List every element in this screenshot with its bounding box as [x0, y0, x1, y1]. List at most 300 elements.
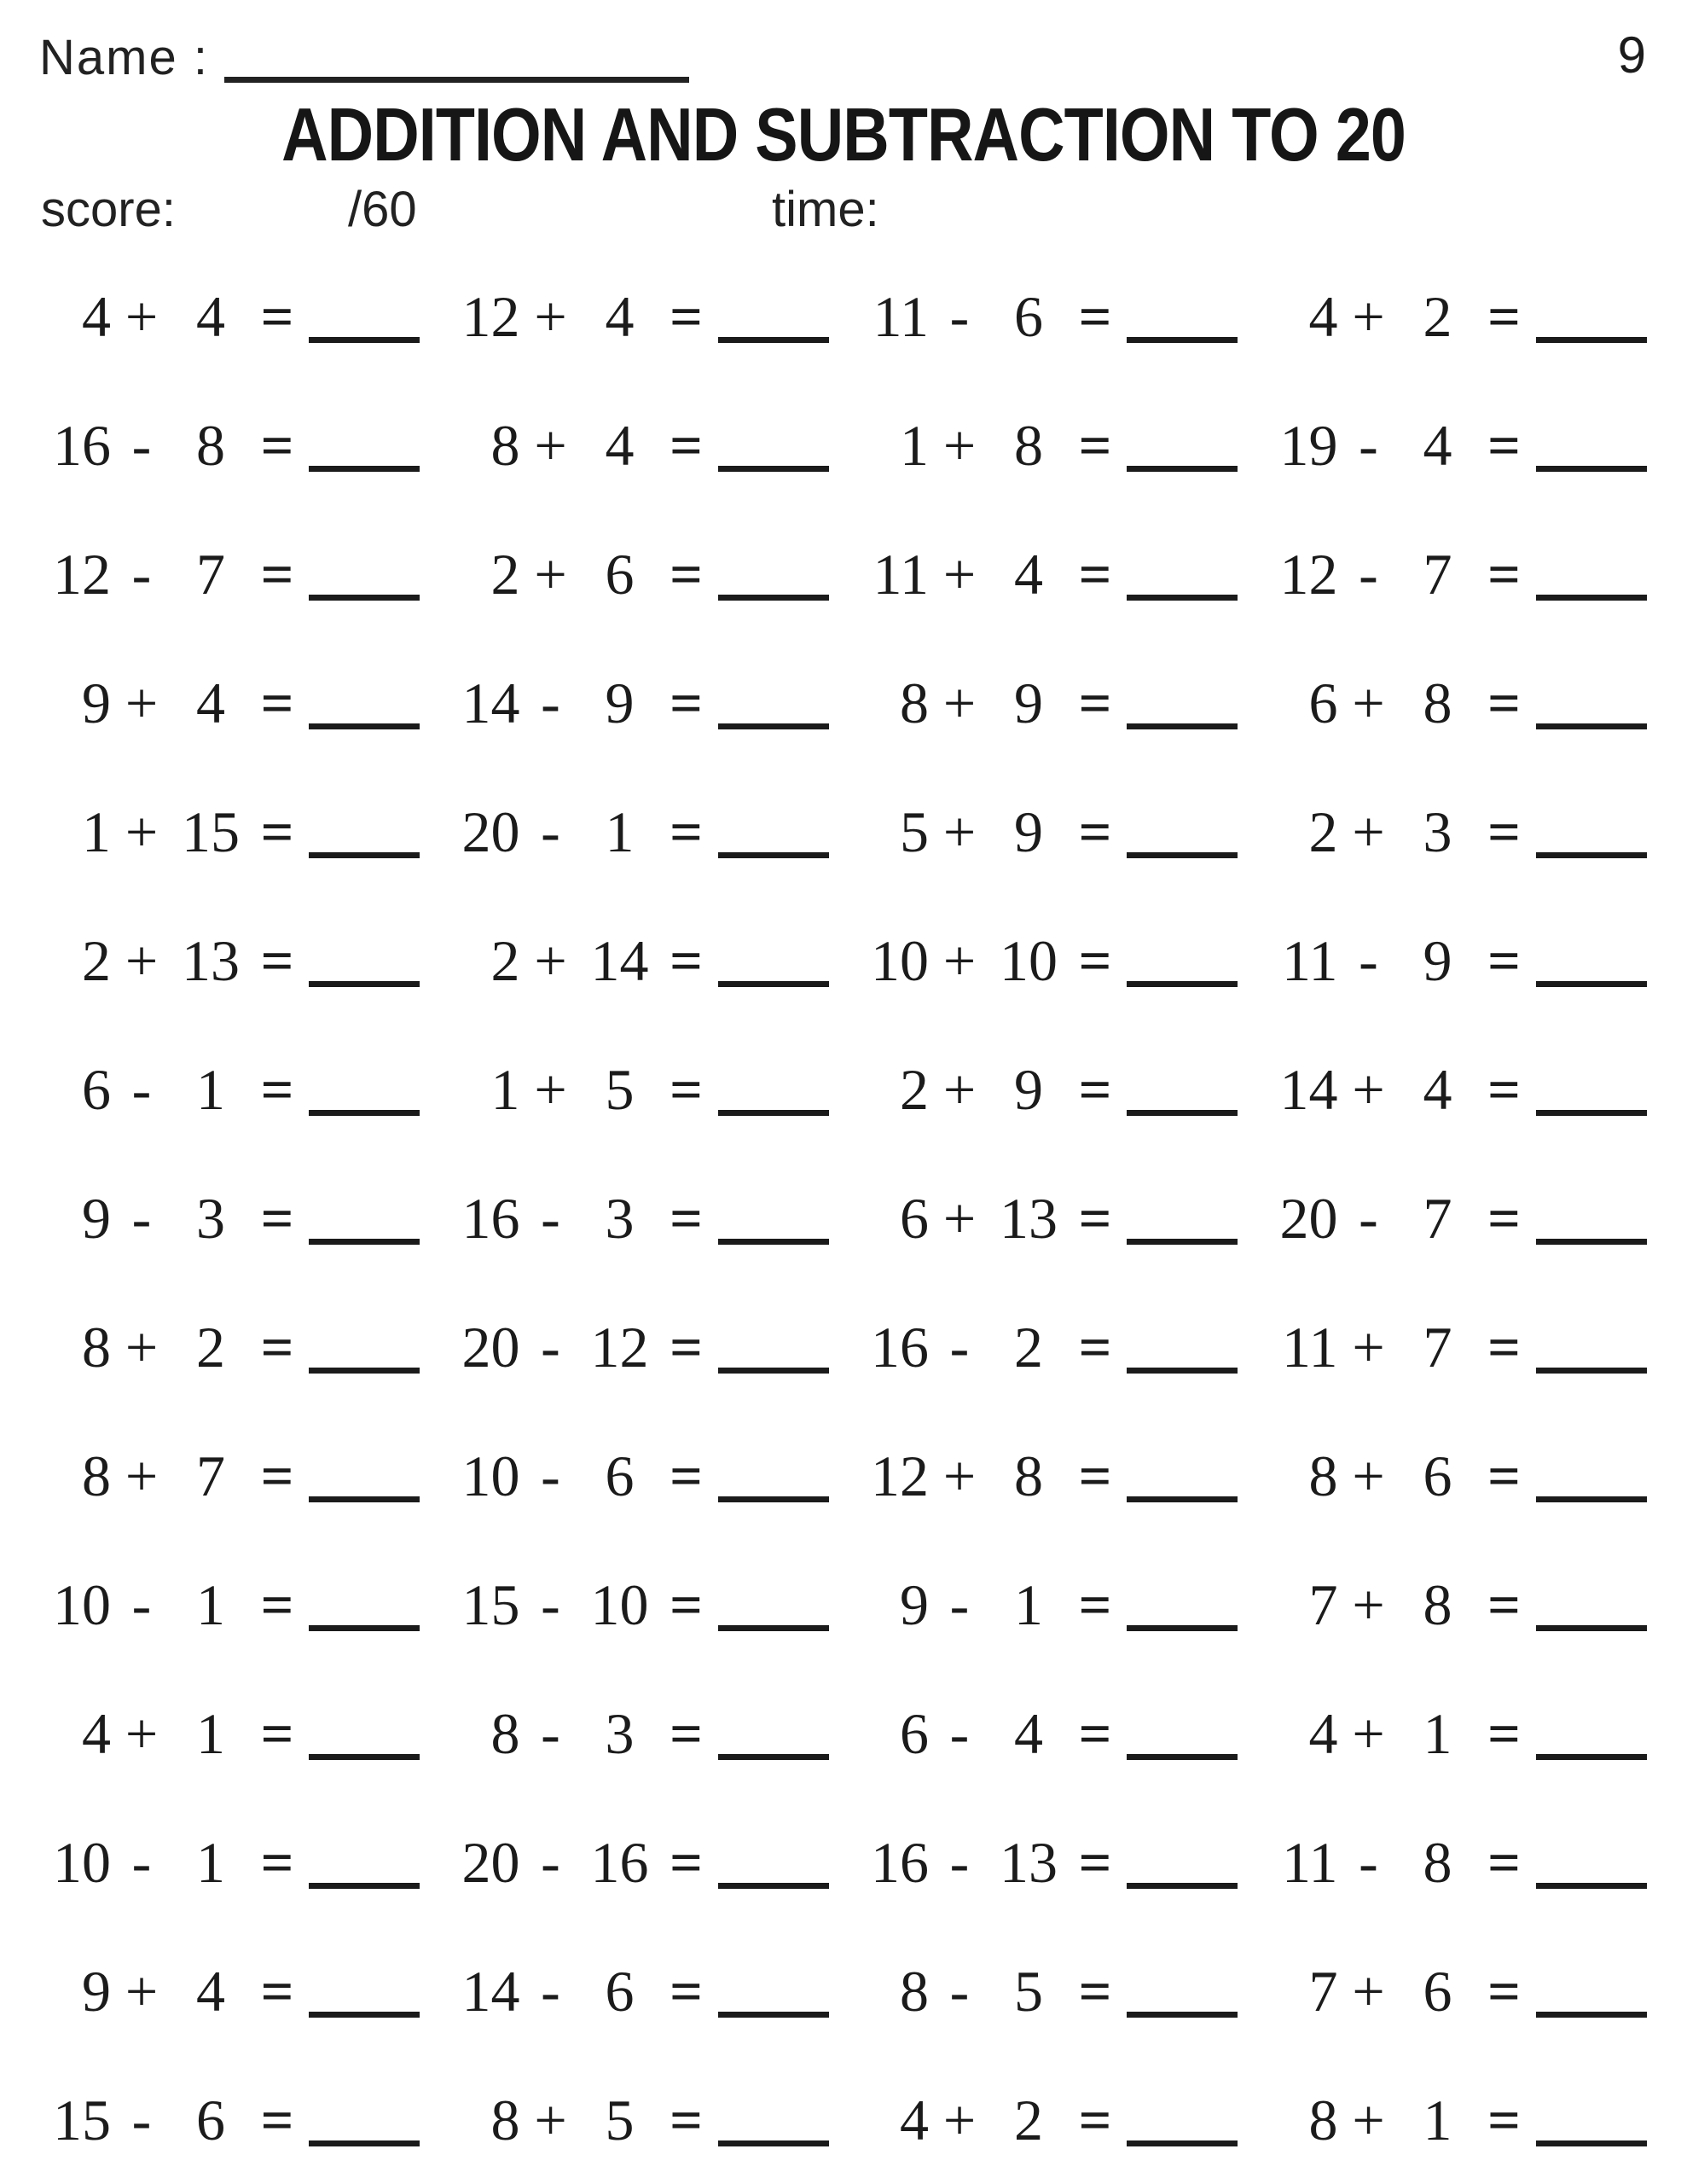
operand-1: 9	[900, 1572, 929, 1637]
answer-blank[interactable]	[718, 1495, 829, 1502]
operand-2: 4	[605, 413, 635, 478]
answer-blank[interactable]	[718, 335, 829, 343]
answer-blank[interactable]	[1127, 1108, 1238, 1116]
operator: +	[1352, 1959, 1385, 2024]
operand-1: 10	[871, 928, 929, 993]
answer-blank[interactable]	[1536, 1108, 1647, 1116]
problem	[1253, 1117, 1662, 1251]
problem	[1253, 473, 1662, 607]
equals-sign: =	[1487, 928, 1521, 993]
equals-sign: =	[670, 284, 703, 349]
problem	[844, 1117, 1253, 1251]
problem	[26, 1374, 435, 1508]
operand-1: 19	[1279, 413, 1338, 478]
operand-2: 8	[1423, 1572, 1452, 1637]
equals-sign: =	[1078, 1959, 1112, 2024]
operand-1: 6	[1308, 671, 1338, 735]
equals-sign: =	[1487, 1572, 1521, 1637]
operand-1: 5	[900, 799, 929, 864]
answer-blank[interactable]	[718, 2010, 829, 2018]
operand-2: 1	[1014, 1572, 1043, 1637]
operand-1: 10	[53, 1572, 111, 1637]
problem	[435, 1632, 844, 1766]
score-label: score:	[41, 182, 176, 237]
operand-1: 6	[82, 1057, 111, 1122]
operand-2: 3	[605, 1186, 635, 1251]
operator: -	[1359, 542, 1378, 607]
problem	[844, 1374, 1253, 1508]
answer-blank[interactable]	[718, 1623, 829, 1631]
operator: -	[541, 799, 560, 864]
problem	[26, 344, 435, 478]
operator: -	[949, 1315, 970, 1380]
operand-2: 4	[196, 671, 225, 735]
operand-1: 9	[82, 671, 111, 735]
operand-2: 6	[196, 2088, 225, 2152]
operand-1: 2	[82, 928, 111, 993]
operator: +	[1352, 2088, 1385, 2152]
answer-blank[interactable]	[1536, 851, 1647, 858]
equals-sign: =	[1078, 413, 1112, 478]
problem	[844, 1503, 1253, 1637]
problem	[435, 988, 844, 1122]
equals-sign: =	[1078, 1572, 1112, 1637]
answer-blank[interactable]	[309, 2139, 420, 2146]
operand-2: 9	[1423, 928, 1452, 993]
operand-1: 15	[53, 2088, 111, 2152]
operand-1: 14	[461, 671, 520, 735]
operator: -	[541, 1186, 560, 1251]
operand-2: 4	[605, 284, 635, 349]
equals-sign: =	[1487, 542, 1521, 607]
answer-blank[interactable]	[1127, 464, 1238, 472]
operator: -	[541, 671, 560, 735]
operand-2: 15	[182, 799, 240, 864]
answer-blank[interactable]	[309, 1366, 420, 1374]
answer-blank[interactable]	[309, 1752, 420, 1760]
answer-blank[interactable]	[309, 2010, 420, 2018]
answer-blank[interactable]	[309, 1623, 420, 1631]
operator: +	[1352, 799, 1385, 864]
operand-1: 10	[461, 1443, 520, 1508]
operand-2: 8	[1014, 1443, 1043, 1508]
operand-2: 9	[1014, 671, 1043, 735]
equals-sign: =	[1487, 1443, 1521, 1508]
operand-2: 1	[1423, 1701, 1452, 1766]
equals-sign: =	[1487, 1701, 1521, 1766]
operator: -	[949, 1830, 970, 1895]
answer-blank[interactable]	[1536, 722, 1647, 729]
answer-blank[interactable]	[1127, 851, 1238, 858]
problem	[26, 1761, 435, 1895]
answer-blank[interactable]	[309, 335, 420, 343]
problem	[26, 1632, 435, 1766]
operand-2: 1	[196, 1830, 225, 1895]
equals-sign: =	[260, 1443, 294, 1508]
problem	[26, 988, 435, 1122]
equals-sign: =	[670, 1830, 703, 1895]
equals-sign: =	[1487, 284, 1521, 349]
answer-blank[interactable]	[1536, 1623, 1647, 1631]
equals-sign: =	[260, 1701, 294, 1766]
operand-2: 5	[605, 2088, 635, 2152]
answer-blank[interactable]	[1127, 1495, 1238, 1502]
operator: +	[534, 542, 567, 607]
operand-1: 8	[490, 1701, 520, 1766]
answer-blank[interactable]	[1536, 593, 1647, 601]
answer-blank[interactable]	[718, 1752, 829, 1760]
operator: +	[942, 413, 977, 478]
operand-2: 1	[605, 799, 635, 864]
operator: -	[541, 1830, 560, 1895]
answer-blank[interactable]	[309, 1881, 420, 1889]
operand-2: 4	[196, 284, 225, 349]
operator: -	[949, 1959, 970, 2024]
operator: -	[541, 1315, 560, 1380]
score-total: /60	[348, 182, 417, 237]
answer-blank[interactable]	[1127, 1366, 1238, 1374]
problem	[844, 601, 1253, 735]
problem	[844, 2018, 1253, 2152]
equals-sign: =	[670, 1315, 703, 1380]
operator: +	[942, 1443, 977, 1508]
operand-1: 20	[461, 1830, 520, 1895]
operator: -	[1359, 1830, 1378, 1895]
operand-1: 7	[1308, 1959, 1338, 2024]
operand-1: 8	[490, 2088, 520, 2152]
problem	[844, 1632, 1253, 1766]
answer-blank[interactable]	[309, 1237, 420, 1245]
equals-sign: =	[1078, 1830, 1112, 1895]
equals-sign: =	[1487, 1830, 1521, 1895]
answer-blank[interactable]	[1127, 722, 1238, 729]
answer-blank[interactable]	[1127, 593, 1238, 601]
answer-blank[interactable]	[1127, 1752, 1238, 1760]
answer-blank[interactable]	[1536, 2010, 1647, 2018]
operator: +	[125, 1315, 159, 1380]
operand-1: 11	[1282, 1315, 1338, 1380]
problem	[1253, 859, 1662, 993]
equals-sign: =	[670, 2088, 703, 2152]
operator: +	[125, 928, 159, 993]
problem	[435, 1374, 844, 1508]
equals-sign: =	[1078, 1701, 1112, 1766]
answer-blank[interactable]	[309, 722, 420, 729]
operand-1: 8	[1308, 2088, 1338, 2152]
operator: +	[942, 928, 977, 993]
operator: +	[125, 671, 159, 735]
operand-2: 10	[590, 1572, 649, 1637]
operand-1: 11	[872, 284, 929, 349]
operand-2: 8	[1014, 413, 1043, 478]
operand-2: 16	[590, 1830, 649, 1895]
equals-sign: =	[260, 1830, 294, 1895]
problem	[435, 1761, 844, 1895]
answer-blank[interactable]	[1127, 335, 1238, 343]
answer-blank[interactable]	[1127, 979, 1238, 987]
operator: +	[1352, 1701, 1385, 1766]
problem	[1253, 2018, 1662, 2152]
operand-1: 6	[900, 1701, 929, 1766]
operand-2: 9	[1014, 799, 1043, 864]
equals-sign: =	[1078, 1443, 1112, 1508]
answer-blank[interactable]	[309, 979, 420, 987]
problem	[1253, 1890, 1662, 2024]
problem	[844, 344, 1253, 478]
problem	[435, 344, 844, 478]
operator: -	[131, 2088, 152, 2152]
operand-2: 5	[1014, 1959, 1043, 2024]
equals-sign: =	[1487, 799, 1521, 864]
operator: -	[541, 1443, 560, 1508]
answer-blank[interactable]	[718, 979, 829, 987]
answer-blank[interactable]	[718, 2139, 829, 2146]
answer-blank[interactable]	[309, 1108, 420, 1116]
operand-1: 10	[53, 1830, 111, 1895]
answer-blank[interactable]	[718, 1881, 829, 1889]
answer-blank[interactable]	[309, 851, 420, 858]
equals-sign: =	[260, 1315, 294, 1380]
problem	[1253, 1503, 1662, 1637]
answer-blank[interactable]	[718, 464, 829, 472]
answer-blank[interactable]	[309, 593, 420, 601]
operand-2: 8	[196, 413, 225, 478]
operand-2: 14	[590, 928, 649, 993]
answer-blank[interactable]	[1127, 2010, 1238, 2018]
answer-blank[interactable]	[1536, 979, 1647, 987]
answer-blank[interactable]	[1536, 1752, 1647, 1760]
operand-2: 4	[1014, 1701, 1043, 1766]
problem	[26, 859, 435, 993]
answer-blank[interactable]	[718, 1366, 829, 1374]
problem	[1253, 1374, 1662, 1508]
problem	[26, 601, 435, 735]
problem	[435, 2018, 844, 2152]
page-title: ADDITION AND SUBTRACTION TO 20	[281, 93, 1406, 177]
operator: +	[942, 1057, 977, 1122]
operator: +	[534, 284, 567, 349]
problem	[844, 1246, 1253, 1380]
operator: -	[131, 1830, 152, 1895]
operand-2: 1	[196, 1572, 225, 1637]
equals-sign: =	[1078, 1186, 1112, 1251]
answer-blank[interactable]	[1127, 1237, 1238, 1245]
answer-blank[interactable]	[309, 1495, 420, 1502]
operand-2: 13	[1000, 1830, 1058, 1895]
problem	[435, 1503, 844, 1637]
operator: +	[1352, 1057, 1385, 1122]
operator: -	[1359, 1186, 1378, 1251]
equals-sign: =	[670, 1572, 703, 1637]
operand-2: 2	[1014, 2088, 1043, 2152]
operand-2: 2	[1423, 284, 1452, 349]
operand-1: 6	[900, 1186, 929, 1251]
operand-1: 8	[82, 1315, 111, 1380]
operand-1: 1	[82, 799, 111, 864]
operand-1: 2	[490, 928, 520, 993]
time-label: time:	[772, 182, 879, 237]
operator: +	[1352, 1443, 1385, 1508]
problems-grid	[26, 215, 1661, 2152]
problem	[435, 859, 844, 993]
operator: -	[541, 1701, 560, 1766]
name-input-line[interactable]	[224, 77, 689, 83]
operand-1: 20	[461, 799, 520, 864]
answer-blank[interactable]	[1536, 464, 1647, 472]
operand-1: 7	[1308, 1572, 1338, 1637]
operand-2: 4	[1423, 413, 1452, 478]
operand-2: 2	[196, 1315, 225, 1380]
operator: -	[541, 1959, 560, 2024]
operand-1: 16	[461, 1186, 520, 1251]
operand-2: 3	[605, 1701, 635, 1766]
operand-2: 4	[1014, 542, 1043, 607]
operand-1: 4	[1308, 284, 1338, 349]
problem	[1253, 988, 1662, 1122]
name-field-row	[39, 29, 689, 86]
operator: +	[1352, 284, 1385, 349]
answer-blank[interactable]	[1536, 1495, 1647, 1502]
equals-sign: =	[1487, 1959, 1521, 2024]
operand-1: 4	[900, 2088, 929, 2152]
problem	[844, 1761, 1253, 1895]
equals-sign: =	[1078, 671, 1112, 735]
operand-2: 7	[196, 542, 225, 607]
operand-1: 16	[53, 413, 111, 478]
equals-sign: =	[670, 928, 703, 993]
operand-2: 7	[1423, 1186, 1452, 1251]
operand-2: 4	[1423, 1057, 1452, 1122]
operator: -	[131, 1572, 152, 1637]
operator: -	[949, 284, 970, 349]
operand-2: 5	[605, 1057, 635, 1122]
answer-blank[interactable]	[1536, 1366, 1647, 1374]
operand-2: 6	[605, 1959, 635, 2024]
problem	[435, 1246, 844, 1380]
operator: +	[1352, 1572, 1385, 1637]
operand-2: 8	[1423, 671, 1452, 735]
problem	[844, 473, 1253, 607]
equals-sign: =	[1078, 928, 1112, 993]
operand-1: 9	[82, 1186, 111, 1251]
operand-2: 3	[196, 1186, 225, 1251]
operand-1: 16	[871, 1830, 929, 1895]
operand-2: 7	[1423, 1315, 1452, 1380]
problem	[26, 1117, 435, 1251]
operand-2: 6	[605, 542, 635, 607]
equals-sign: =	[1487, 413, 1521, 478]
problem	[26, 215, 435, 349]
answer-blank[interactable]	[1127, 2139, 1238, 2146]
problem	[26, 2018, 435, 2152]
operand-1: 9	[82, 1959, 111, 2024]
equals-sign: =	[670, 1959, 703, 2024]
operand-1: 14	[1279, 1057, 1338, 1122]
problem	[1253, 1632, 1662, 1766]
answer-blank[interactable]	[718, 1237, 829, 1245]
equals-sign: =	[260, 1057, 294, 1122]
equals-sign: =	[1078, 1315, 1112, 1380]
problem	[26, 1246, 435, 1380]
operand-1: 12	[461, 284, 520, 349]
answer-blank[interactable]	[1536, 335, 1647, 343]
operator: -	[1359, 413, 1378, 478]
operator: -	[131, 542, 152, 607]
operator: -	[949, 1572, 970, 1637]
operator: +	[125, 284, 159, 349]
operand-1: 8	[490, 413, 520, 478]
answer-blank[interactable]	[1127, 1623, 1238, 1631]
problem	[844, 215, 1253, 349]
operand-2: 3	[1423, 799, 1452, 864]
equals-sign: =	[670, 1057, 703, 1122]
problem	[435, 473, 844, 607]
answer-blank[interactable]	[1536, 1881, 1647, 1889]
equals-sign: =	[260, 284, 294, 349]
answer-blank[interactable]	[718, 593, 829, 601]
operator: -	[949, 1701, 970, 1766]
operand-2: 4	[196, 1959, 225, 2024]
problem	[26, 1503, 435, 1637]
operand-1: 8	[900, 1959, 929, 2024]
operand-1: 4	[82, 1701, 111, 1766]
operand-2: 6	[1014, 284, 1043, 349]
problem	[26, 473, 435, 607]
answer-blank[interactable]	[1127, 1881, 1238, 1889]
operand-1: 2	[1308, 799, 1338, 864]
operator: -	[131, 413, 152, 478]
operator: -	[1359, 928, 1378, 993]
operand-1: 20	[1279, 1186, 1338, 1251]
equals-sign: =	[260, 413, 294, 478]
operator: +	[942, 1186, 977, 1251]
operator: +	[1352, 1315, 1385, 1380]
operator: +	[534, 1057, 567, 1122]
operand-2: 7	[196, 1443, 225, 1508]
operand-2: 1	[196, 1701, 225, 1766]
answer-blank[interactable]	[718, 722, 829, 729]
operand-2: 9	[605, 671, 635, 735]
equals-sign: =	[260, 799, 294, 864]
problem	[435, 1890, 844, 2024]
answer-blank[interactable]	[1536, 2139, 1647, 2146]
operator: +	[534, 2088, 567, 2152]
operand-1: 1	[900, 413, 929, 478]
equals-sign: =	[260, 671, 294, 735]
operand-2: 7	[1423, 542, 1452, 607]
operand-1: 11	[1282, 928, 1338, 993]
operand-2: 1	[196, 1057, 225, 1122]
operand-1: 16	[871, 1315, 929, 1380]
answer-blank[interactable]	[309, 464, 420, 472]
problem	[1253, 344, 1662, 478]
operator: -	[131, 1186, 152, 1251]
operand-2: 13	[1000, 1186, 1058, 1251]
equals-sign: =	[1078, 284, 1112, 349]
equals-sign: =	[260, 2088, 294, 2152]
operand-2: 13	[182, 928, 240, 993]
equals-sign: =	[1487, 1186, 1521, 1251]
operator: +	[125, 1701, 159, 1766]
operand-1: 14	[461, 1959, 520, 2024]
answer-blank[interactable]	[1536, 1237, 1647, 1245]
equals-sign: =	[260, 542, 294, 607]
answer-blank[interactable]	[718, 851, 829, 858]
problem	[435, 601, 844, 735]
operand-1: 20	[461, 1315, 520, 1380]
problem	[26, 1890, 435, 2024]
answer-blank[interactable]	[718, 1108, 829, 1116]
